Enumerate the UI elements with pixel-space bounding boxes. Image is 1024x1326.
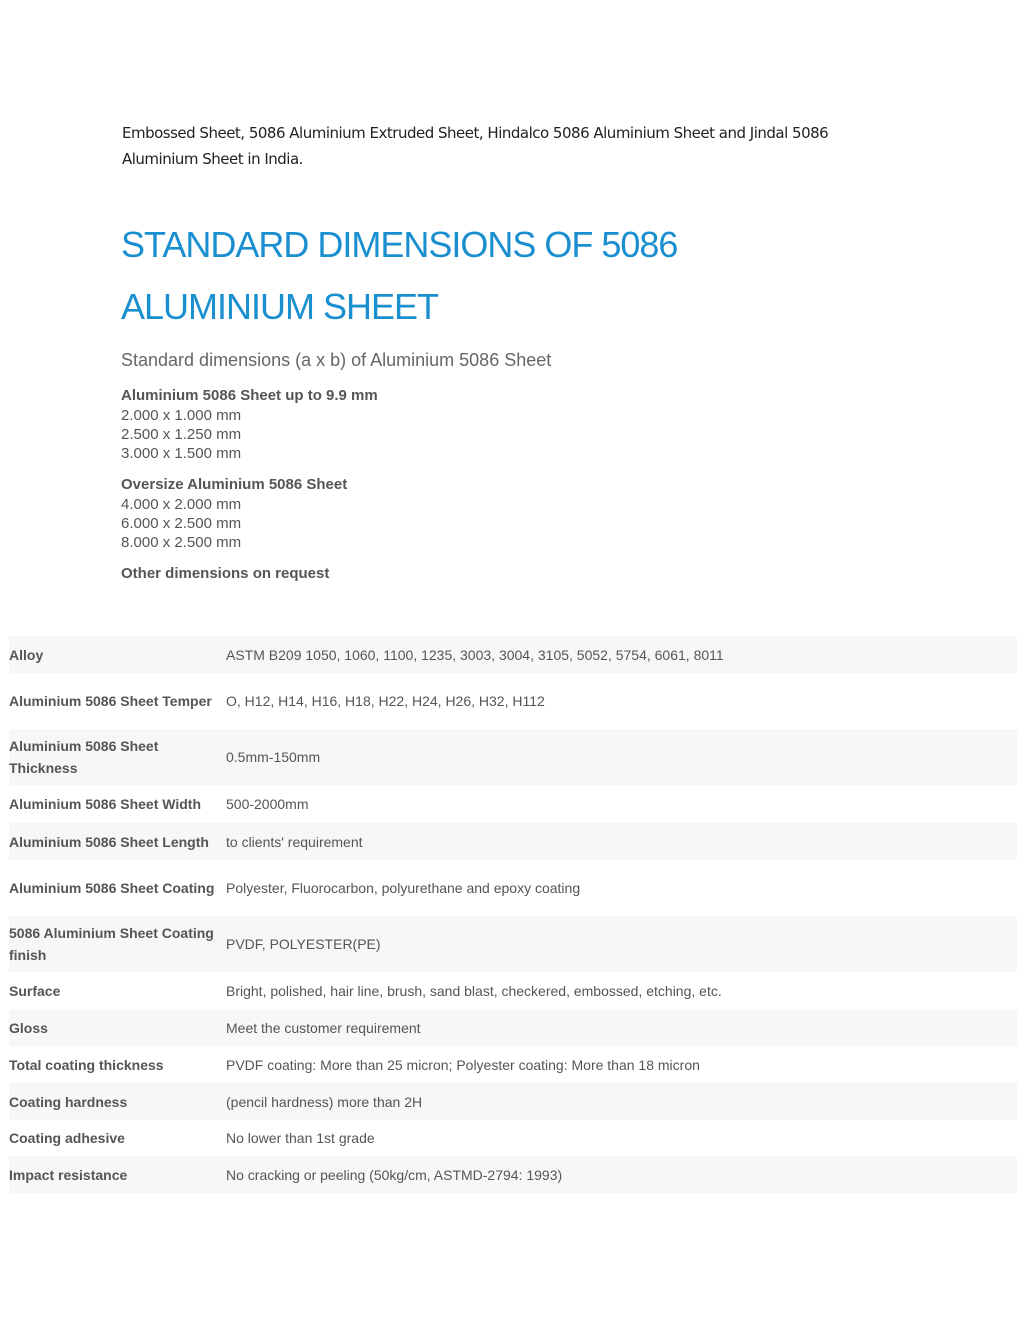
intro-paragraph: Embossed Sheet, 5086 Aluminium Extruded Sheet, Hindalco 5086 Aluminium Sheet and Jindal 5086 Aluminium Sheet in India. xyxy=(122,124,829,168)
table-row xyxy=(9,1010,1017,1046)
dimensions-list xyxy=(121,386,721,584)
dimension-row: 2.500 x 1.250 mm xyxy=(121,426,242,443)
group-title: Aluminium 5086 Sheet up to 9.9 mm xyxy=(121,387,378,404)
table-row xyxy=(9,729,1017,785)
table-row xyxy=(9,972,1017,1010)
spec-value: 0.5mm-150mm xyxy=(226,749,321,765)
other-dimensions-note: Other dimensions on request xyxy=(121,565,330,582)
dimension-row: 4.000 x 2.000 mm xyxy=(121,496,242,513)
spec-value: ASTM B209 1050, 1060, 1100, 1235, 3003, 3004, 3105, 5052, 5754, 6061, 8011 xyxy=(226,646,724,663)
table-row xyxy=(9,1120,1017,1156)
dimension-row: 3.000 x 1.500 mm xyxy=(121,445,242,462)
dimension-group xyxy=(121,475,721,552)
spec-key: Coating adhesive xyxy=(9,1130,125,1146)
spec-value: PVDF, POLYESTER(PE) xyxy=(226,936,381,952)
table-row xyxy=(9,673,1017,729)
dimension-group xyxy=(121,386,721,463)
spec-value: Polyester, Fluorocarbon, polyurethane and epoxy coating xyxy=(226,880,581,896)
spec-value: Meet the customer requirement xyxy=(226,1020,421,1036)
spec-value: O, H12, H14, H16, H18, H22, H24, H26, H32, H112 xyxy=(226,693,545,709)
dimension-row: 6.000 x 2.500 mm xyxy=(121,515,242,532)
spec-value: Bright, polished, hair line, brush, sand blast, checkered, embossed, etching, etc. xyxy=(226,983,722,999)
table-row xyxy=(9,785,1017,823)
spec-key: Impact resistance xyxy=(9,1166,128,1183)
page-heading xyxy=(121,214,881,338)
table-row xyxy=(9,1046,1017,1083)
spec-value: No cracking or peeling (50kg/cm, ASTMD-2794: 1993) xyxy=(226,1166,563,1183)
table-row xyxy=(9,916,1017,972)
table-row xyxy=(9,860,1017,916)
table-row xyxy=(9,1083,1017,1120)
spec-key: Aluminium 5086 Sheet Thickness xyxy=(9,738,159,776)
spec-key: Aluminium 5086 Sheet Coating xyxy=(9,880,215,896)
spec-key: 5086 Aluminium Sheet Coating finish xyxy=(9,925,214,963)
spec-value: 500-2000mm xyxy=(226,796,309,812)
group-title: Oversize Aluminium 5086 Sheet xyxy=(121,476,348,493)
spec-key: Surface xyxy=(9,983,61,999)
table-row xyxy=(9,1156,1017,1193)
spec-key: Aluminium 5086 Sheet Temper xyxy=(9,693,212,709)
heading-line-1: STANDARD DIMENSIONS OF 5086 xyxy=(121,224,678,265)
dimension-row: 8.000 x 2.500 mm xyxy=(121,534,242,551)
spec-value: PVDF coating: More than 25 micron; Polyester coating: More than 18 micron xyxy=(226,1056,700,1073)
table-row xyxy=(9,823,1017,860)
specification-table xyxy=(9,636,1017,1193)
spec-key: Aluminium 5086 Sheet Width xyxy=(9,796,202,812)
table-row xyxy=(9,636,1017,673)
spec-key: Alloy xyxy=(9,646,44,663)
heading-line-2: ALUMINIUM SHEET xyxy=(121,286,439,327)
spec-key: Total coating thickness xyxy=(9,1056,164,1073)
spec-value: (pencil hardness) more than 2H xyxy=(226,1093,423,1110)
spec-key: Aluminium 5086 Sheet Length xyxy=(9,833,209,850)
spec-key: Coating hardness xyxy=(9,1093,128,1110)
spec-value: to clients' requirement xyxy=(226,833,363,850)
spec-value: No lower than 1st grade xyxy=(226,1130,375,1146)
spec-key: Gloss xyxy=(9,1020,48,1036)
dimensions-subheading: Standard dimensions (a x b) of Aluminium 5086 Sheet xyxy=(121,350,552,370)
dimension-row: 2.000 x 1.000 mm xyxy=(121,407,242,424)
